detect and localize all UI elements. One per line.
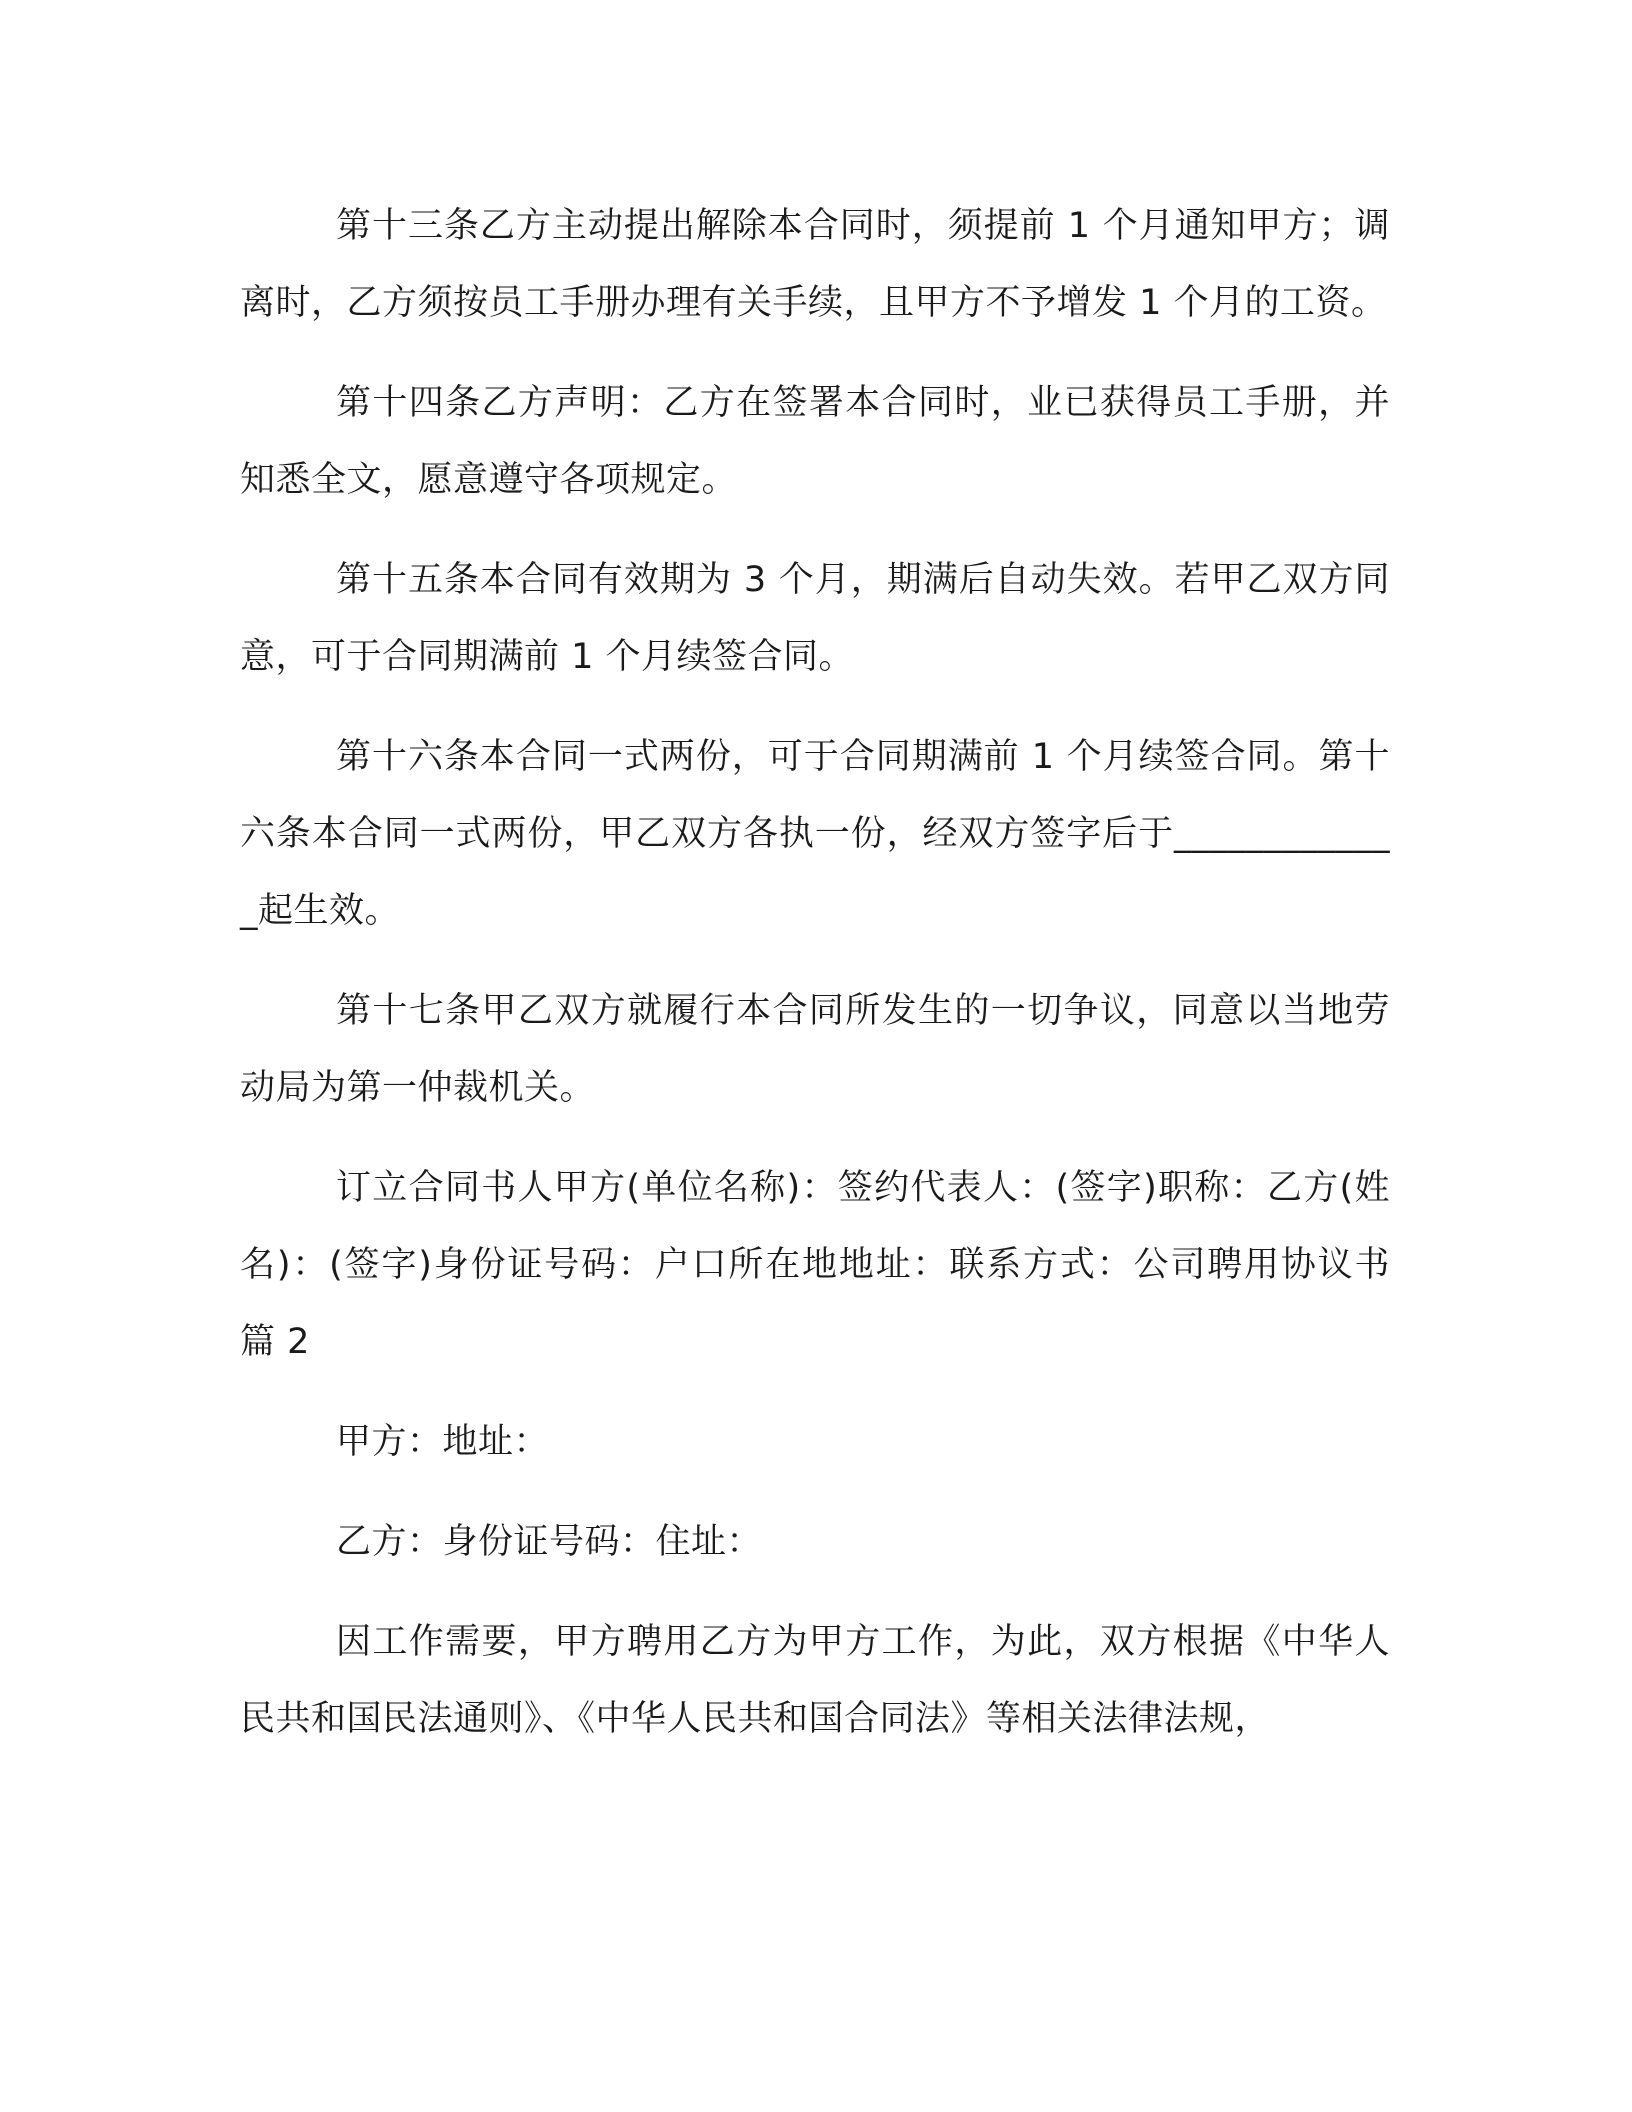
clause-16: 第十六条本合同一式两份，可于合同期满前 1 个月续签合同。第十六条本合同一式两份，甲乙双方各执一份，经双方签字后于_____________起生效。 xyxy=(240,737,1390,931)
clause-13: 第十三条乙方主动提出解除本合同时，须提前 1 个月通知甲方；调离时，乙方须按员工手册办理有关手续，且甲方不予增发 1 个月的工资。 xyxy=(240,206,1390,323)
clause-14: 第十四条乙方声明：乙方在签署本合同时，业已获得员工手册，并知悉全文，愿意遵守各项规定。 xyxy=(240,383,1390,500)
signature-block: 订立合同书人甲方(单位名称)：签约代表人：(签字)职称：乙方(姓名)：(签字)身份证号码：户口所在地地址：联系方式：公司聘用协议书 篇 2 xyxy=(240,1168,1390,1362)
preamble-paragraph: 因工作需要，甲方聘用乙方为甲方工作，为此，双方根据《中华人民共和国民法通则》、《中华人民共和国合同法》等相关法律法规， xyxy=(240,1622,1390,1739)
clause-15: 第十五条本合同有效期为 3 个月，期满后自动失效。若甲乙双方同意，可于合同期满前 1 个月续签合同。 xyxy=(240,560,1390,677)
party-b-line: 乙方：身份证号码：住址： xyxy=(336,1522,763,1562)
document-body xyxy=(240,188,1390,1758)
party-a-line: 甲方：地址： xyxy=(336,1422,550,1462)
clause-17: 第十七条甲乙双方就履行本合同所发生的一切争议，同意以当地劳动局为第一仲裁机关。 xyxy=(240,991,1390,1108)
